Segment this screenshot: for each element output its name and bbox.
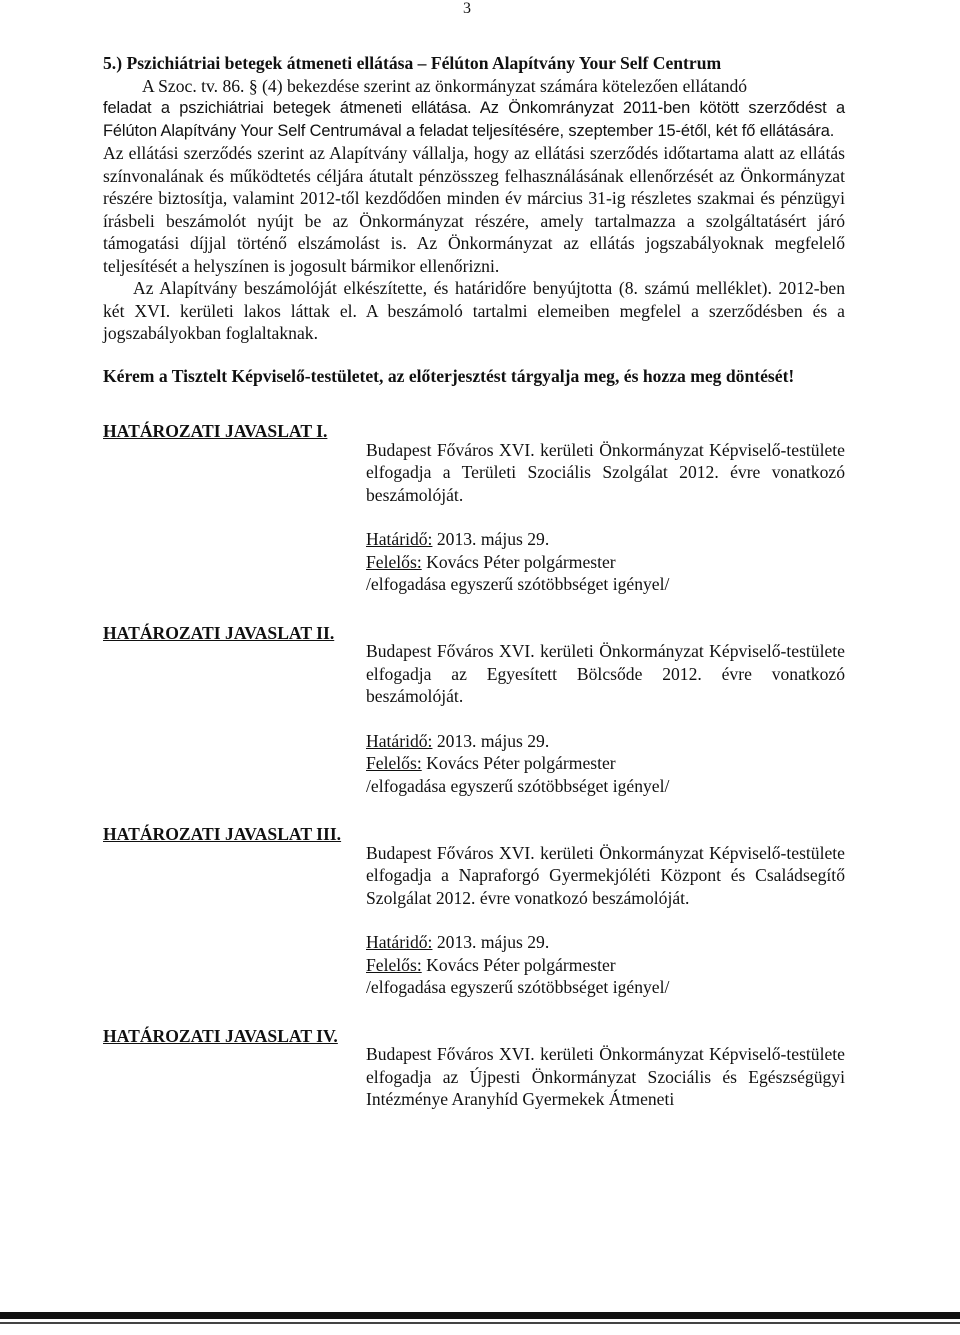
- proposal-meta: [366, 931, 845, 999]
- proposal-meta: [366, 730, 845, 798]
- proposal-3: [103, 823, 845, 999]
- deadline-value: 2013. május 29.: [432, 932, 550, 952]
- proposal-title: HATÁROZATI JAVASLAT I.: [103, 421, 328, 441]
- deadline-line: [366, 931, 845, 954]
- responsible-label: Felelős:: [366, 753, 422, 773]
- responsible-line: [366, 752, 845, 775]
- bottom-scan-border-thin: [0, 1322, 960, 1324]
- proposal-title: HATÁROZATI JAVASLAT III.: [103, 824, 342, 844]
- proposal-body: [366, 640, 845, 797]
- proposal-text: Budapest Főváros XVI. kerületi Önkormányzat Képviselő-testülete elfogadja az Újpesti Önkormányzat Szociális és Egészségügyi Intézménye Aranyhíd Gyermekek Átmeneti: [366, 1044, 845, 1109]
- document-body: [103, 52, 845, 1111]
- proposal-title: HATÁROZATI JAVASLAT IV.: [103, 1025, 338, 1046]
- request-paragraph: Kérem a Tisztelt Képviselő-testületet, az előterjesztést tárgyalja meg, és hozza meg döntését!: [103, 365, 795, 386]
- proposal-body: [366, 842, 845, 999]
- deadline-line: [366, 730, 845, 753]
- proposal-body: [366, 439, 845, 596]
- responsible-label: Felelős:: [366, 551, 422, 572]
- proposal-text: Budapest Főváros XVI. kerületi Önkormányzat Képviselő-testülete elfogadja a Területi Szociális Szolgálat 2012. évre vonatkozó beszámolóját.: [366, 439, 845, 505]
- approval-note: /elfogadása egyszerű szótöbbséget igényel/: [366, 977, 670, 997]
- deadline-label: Határidő:: [366, 529, 433, 549]
- paragraph-1-first-line: A Szoc. tv. 86. § (4) bekezdése szerint az önkormányzat számára kötelezően ellátandó: [142, 75, 748, 96]
- responsible-label: Felelős:: [366, 954, 422, 975]
- proposal-text: Budapest Főváros XVI. kerületi Önkormányzat Képviselő-testülete elfogadja az Egyesített Bölcsőde 2012. évre vonatkozó beszámolóját.: [366, 641, 845, 706]
- page-number: 3: [463, 0, 471, 17]
- responsible-line: [366, 954, 845, 977]
- bottom-scan-border: [0, 1312, 960, 1319]
- deadline-line: [366, 528, 845, 551]
- deadline-value: 2013. május 29.: [432, 730, 550, 751]
- responsible-line: [366, 551, 845, 574]
- proposal-text: Budapest Főváros XVI. kerületi Önkormányzat Képviselő-testülete elfogadja a Napraforgó Gyermekjóléti Központ és Családsegítő Szolgálat 2012. évre vonatkozó beszámolóját.: [366, 842, 845, 908]
- deadline-label: Határidő:: [366, 932, 433, 952]
- paragraph-3: Az Alapítvány beszámolóját elkészítette, és határidőre benyújtotta (8. számú melléklet). 2012-ben két XVI. kerületi lakos láttak el. A beszámoló tartalmi elemeiben megfelel a szerződésben és a jogszabályokban foglaltaknak.: [103, 278, 845, 343]
- paragraph-2: Az ellátási szerződés szerint az Alapítvány vállalja, hogy az ellátási szerződés időtartama alatt az ellátás színvonalának és működtetés céljára átutalt pénzösszeg felhasználásának ellenőrzését az Önkormányzat részére biztosítja, valamint 2012-től kezdődően minden év március 31-ig részletes szakmai és pénzügyi írásbeli beszámolót nyújt be az Önkormányzat részére, amely tartalmazza a szolgáltatásért járó támogatási díjjal történő elszámolást is. Az Önkormányzat az ellátás jogszabályoknak megfelelő teljesítését a helyszínen is jogosult bármikor ellenőrizni.: [103, 143, 845, 276]
- approval-note: /elfogadása egyszerű szótöbbséget igényel/: [366, 574, 670, 594]
- approval-note: /elfogadása egyszerű szótöbbséget igényel/: [366, 775, 670, 796]
- section-heading: 5.) Pszichiátriai betegek átmeneti ellátása – Félúton Alapítvány Your Self Centrum: [103, 53, 722, 73]
- proposal-body: [366, 1043, 845, 1111]
- proposal-title: HATÁROZATI JAVASLAT II.: [103, 622, 335, 643]
- deadline-value: 2013. május 29.: [432, 529, 550, 549]
- proposal-1: [103, 420, 845, 596]
- responsible-value: Kovács Péter polgármester: [421, 753, 616, 773]
- proposal-2: [103, 622, 845, 798]
- paragraph-1: feladat a pszichiátriai betegek átmeneti ellátása. Az Önkomrányzat 2011-ben kötött szerződést a Félúton Alapítvány Your Self Centrumával a feladat teljesítésére, szeptember 15-étől, két fő ellátására.: [103, 99, 845, 140]
- proposal-4: [103, 1025, 845, 1111]
- responsible-value: Kovács Péter polgármester: [421, 954, 616, 975]
- proposal-meta: [366, 528, 845, 596]
- deadline-label: Határidő:: [366, 730, 433, 751]
- responsible-value: Kovács Péter polgármester: [421, 551, 616, 572]
